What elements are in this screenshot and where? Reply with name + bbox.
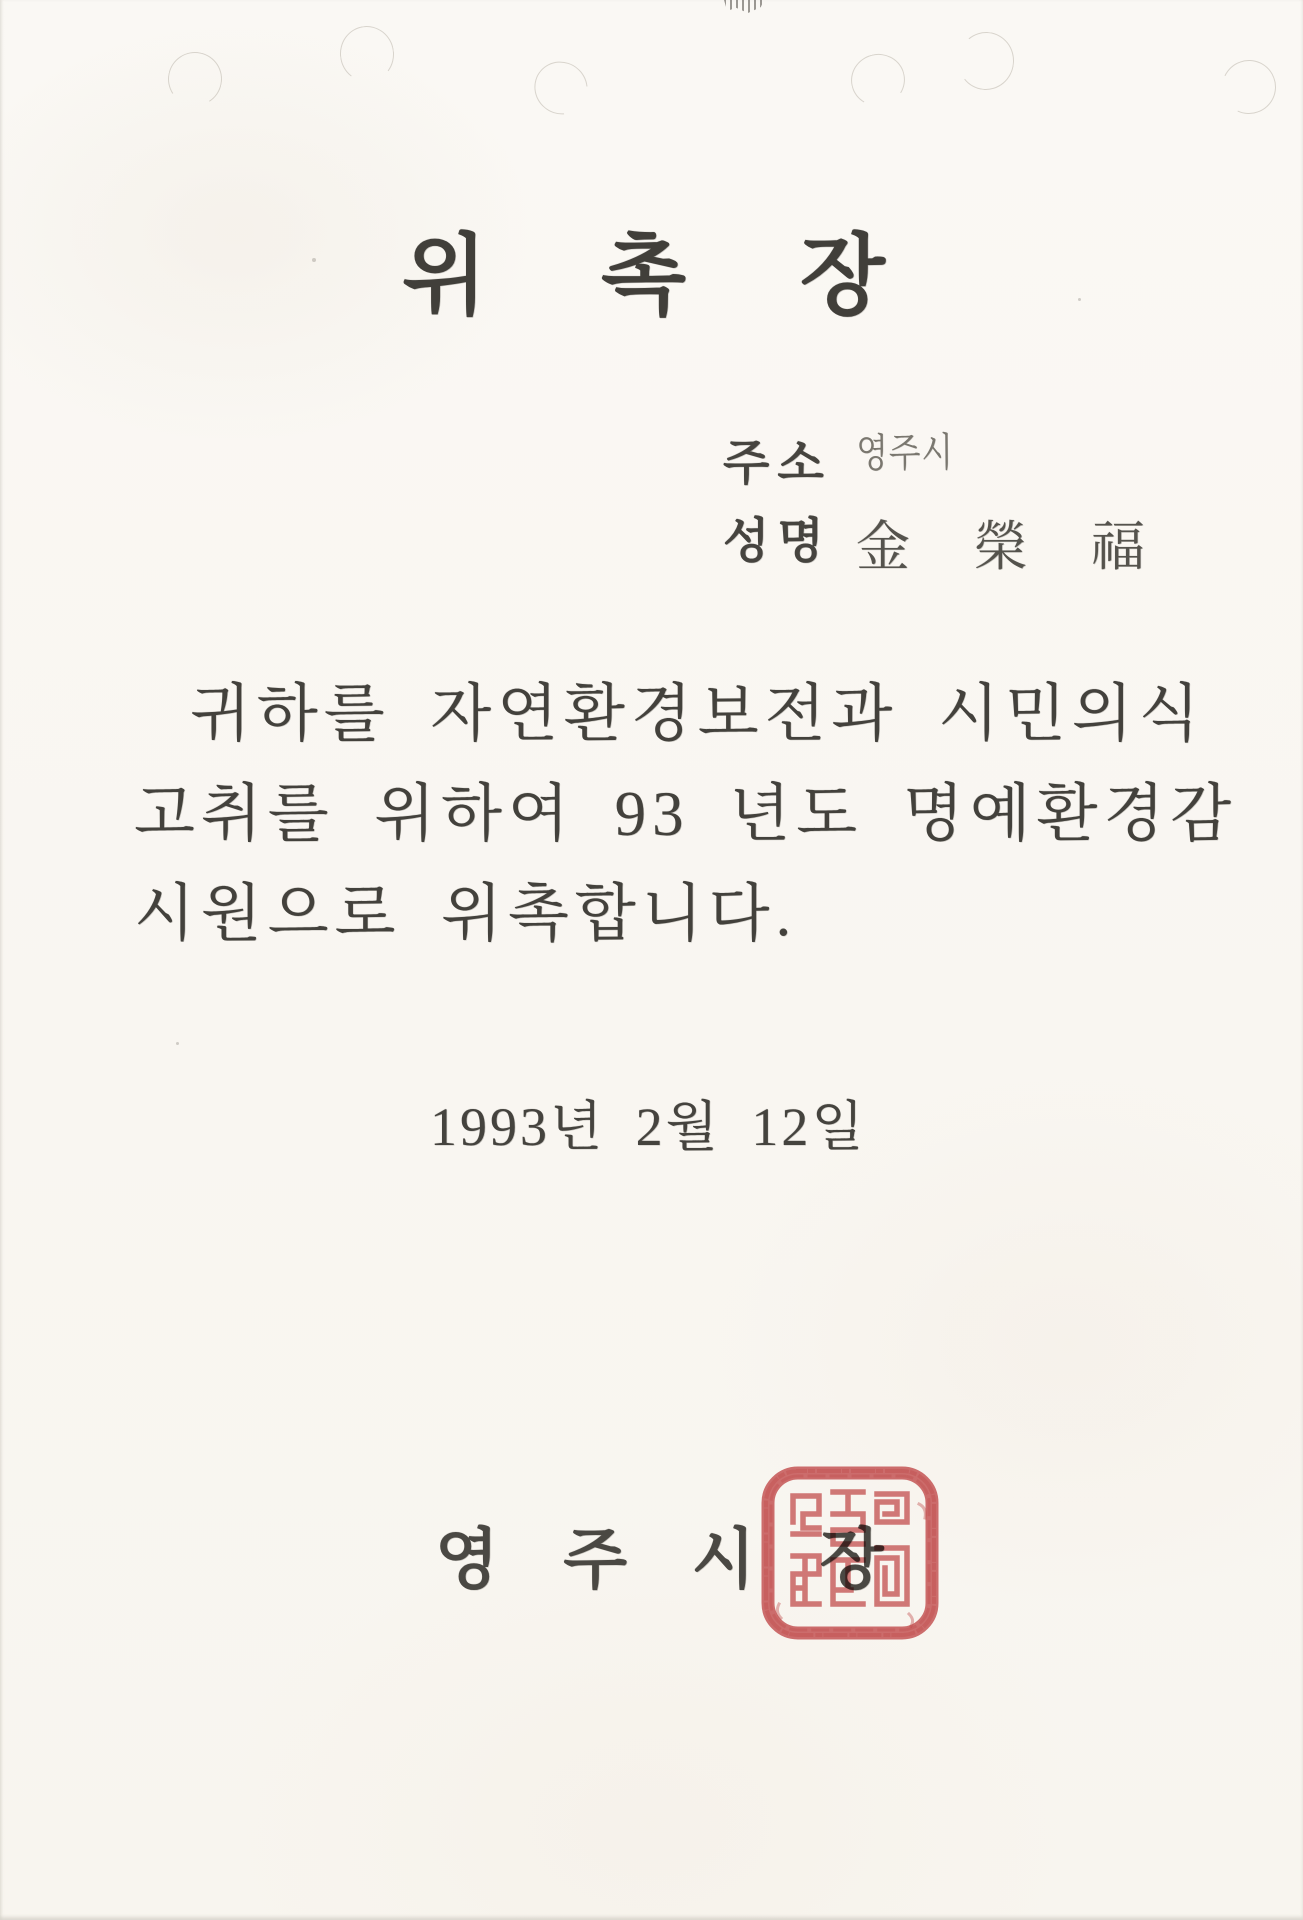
punch-hole [524, 51, 599, 126]
scan-speck [1078, 298, 1081, 301]
body-line: 귀하를 자연환경보전과 시민의식 [190, 679, 1206, 749]
punch-hole [163, 47, 227, 111]
body-paragraph [134, 664, 1244, 964]
punch-hole [336, 23, 397, 86]
document-title: 위 촉 장 [402, 229, 932, 326]
address-label: 주소 [723, 437, 832, 490]
scan-speck [176, 1042, 179, 1045]
issue-date: 1993년 2월 12일 [430, 1097, 867, 1157]
punch-hole [955, 29, 1017, 93]
address-value: 영주시 [856, 429, 954, 476]
official-seal [759, 1464, 941, 1642]
issuer-signature: 영 주 시 장 [435, 1524, 908, 1597]
scan-artifact [724, 0, 764, 13]
name-value: 金 榮 福 [856, 517, 1147, 577]
body-line: 고취를 위하여 93 년도 명예환경감 [134, 779, 1238, 849]
punch-hole [1214, 52, 1283, 121]
body-line: 시원으로 위촉합니다. [134, 879, 798, 949]
scan-speck [312, 258, 316, 262]
name-label: 성명 [723, 515, 832, 568]
punch-hole [846, 48, 911, 112]
